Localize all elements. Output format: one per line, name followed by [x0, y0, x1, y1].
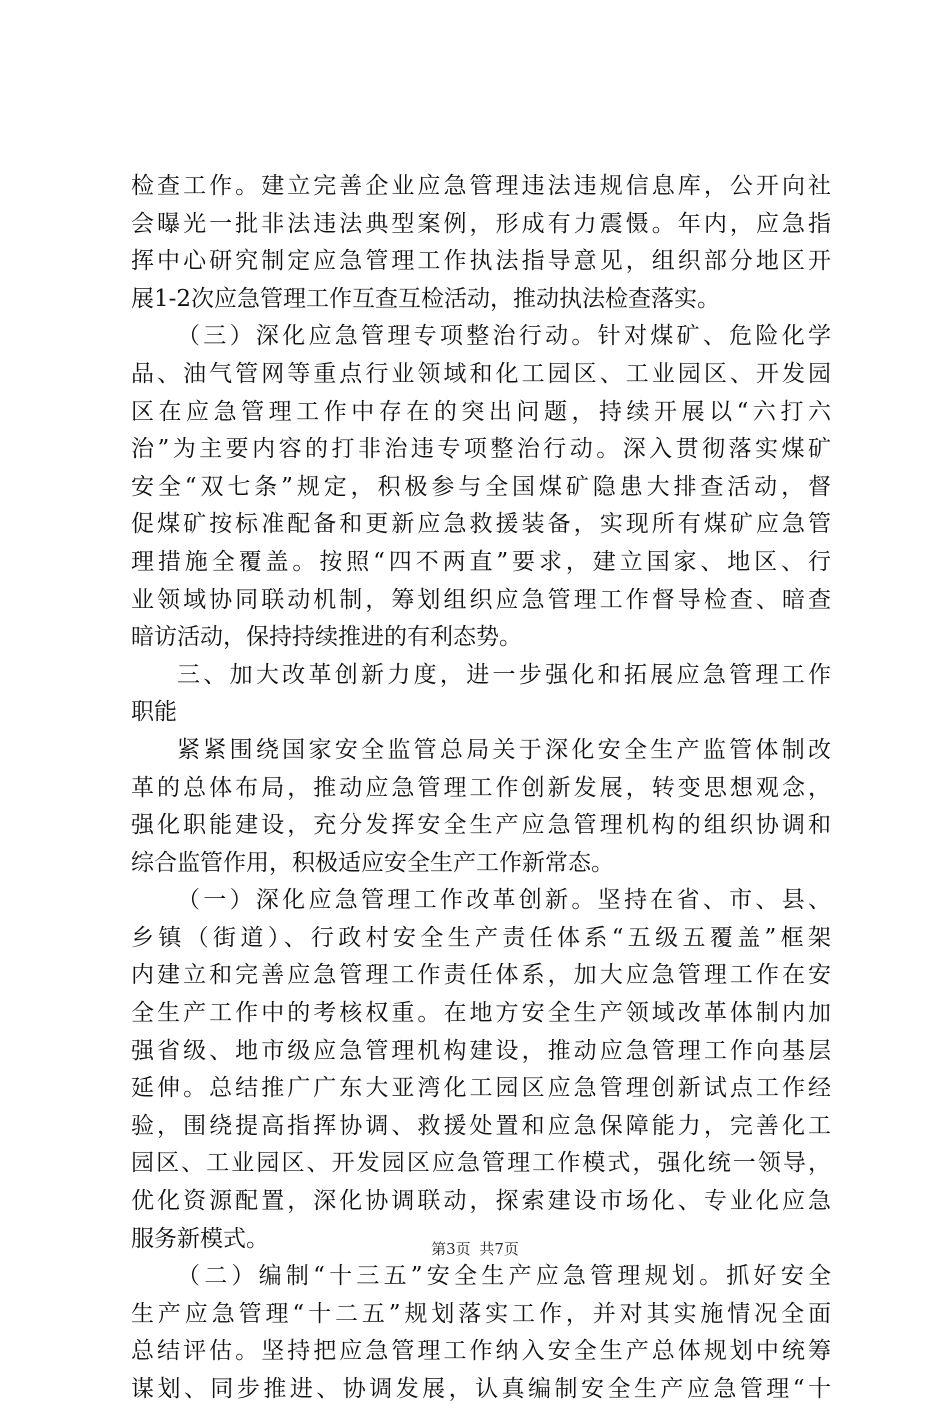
- text-line: 延伸。总结推广广东大亚湾化工园区应急管理创新试点工作经: [131, 1075, 831, 1102]
- text-line: 暗访活动，保持持续推进的有利态势。: [131, 624, 522, 651]
- text-line: 挥中心研究制定应急管理工作执法指导意见，组织部分地区开: [131, 248, 831, 275]
- text-line: 职能: [131, 699, 177, 726]
- text-line: 服务新模式。: [131, 1225, 269, 1252]
- page-number: 第3页: [431, 1240, 471, 1258]
- text-line: 生产应急管理“十二五”规划落实工作，并对其实施情况全面: [131, 1300, 831, 1327]
- text-line: 全生产工作中的考核权重。在地方安全生产领域改革体制内加: [131, 1000, 831, 1027]
- text-line: 业领域协同联动机制，筹划组织应急管理工作督导检查、暗查: [131, 586, 831, 613]
- text-line: （一）深化应急管理工作改革创新。坚持在省、市、县、: [177, 887, 831, 914]
- text-line: 强化职能建设，充分发挥安全生产应急管理机构的组织协调和: [131, 812, 831, 839]
- text-line: 革的总体布局，推动应急管理工作创新发展，转变思想观念，: [131, 774, 831, 801]
- text-line: 理措施全覆盖。按照“四不两直”要求，建立国家、地区、行: [131, 548, 831, 575]
- text-line: 展1-2次应急管理工作互查互检活动，推动执法检查落实。: [131, 285, 721, 312]
- page-footer: [0, 1238, 950, 1259]
- text-line: 乡镇（街道）、行政村安全生产责任体系“五级五覆盖”框架: [131, 924, 831, 951]
- text-line: 综合监管作用，积极适应安全生产工作新常态。: [131, 849, 614, 876]
- text-line: 品、油气管网等重点行业领域和化工园区、工业园区、开发园: [131, 360, 831, 387]
- text-line: 会曝光一批非法违法典型案例，形成有力震慑。年内，应急指: [131, 210, 831, 237]
- page-total: 共7页: [479, 1240, 519, 1258]
- text-line: 谋划、同步推进、协调发展，认真编制安全生产应急管理“十: [131, 1376, 831, 1402]
- text-line: 强省级、地市级应急管理机构建设，推动应急管理工作向基层: [131, 1037, 831, 1064]
- body-text: [131, 168, 831, 1409]
- text-line: 验，围绕提高指挥协调、救援处置和应急保障能力，完善化工: [131, 1112, 831, 1139]
- text-line: （三）深化应急管理专项整治行动。针对煤矿、危险化学: [177, 323, 831, 350]
- text-line: 紧紧围绕国家安全监管总局关于深化安全生产监管体制改: [177, 736, 831, 763]
- text-line: 总结评估。坚持把应急管理工作纳入安全生产总体规划中统筹: [131, 1338, 831, 1365]
- text-line: 治”为主要内容的打非治违专项整治行动。深入贯彻落实煤矿: [131, 436, 831, 463]
- text-line: 园区、工业园区、开发园区应急管理工作模式，强化统一领导，: [131, 1150, 831, 1177]
- text-line: 区在应急管理工作中存在的突出问题，持续开展以“六打六: [131, 398, 831, 425]
- text-line: 三、加大改革创新力度，进一步强化和拓展应急管理工作: [177, 661, 831, 688]
- text-line: 优化资源配置，深化协调联动，探索建设市场化、专业化应急: [131, 1188, 831, 1215]
- text-line: 检查工作。建立完善企业应急管理违法违规信息库，公开向社: [131, 173, 831, 199]
- text-line: 内建立和完善应急管理工作责任体系，加大应急管理工作在安: [131, 962, 831, 989]
- text-line: 促煤矿按标准配备和更新应急救援装备，实现所有煤矿应急管: [131, 511, 831, 538]
- text-line: （二）编制“十三五”安全生产应急管理规划。抓好安全: [177, 1263, 831, 1290]
- text-line: 安全“双七条”规定，积极参与全国煤矿隐患大排查活动，督: [131, 473, 831, 500]
